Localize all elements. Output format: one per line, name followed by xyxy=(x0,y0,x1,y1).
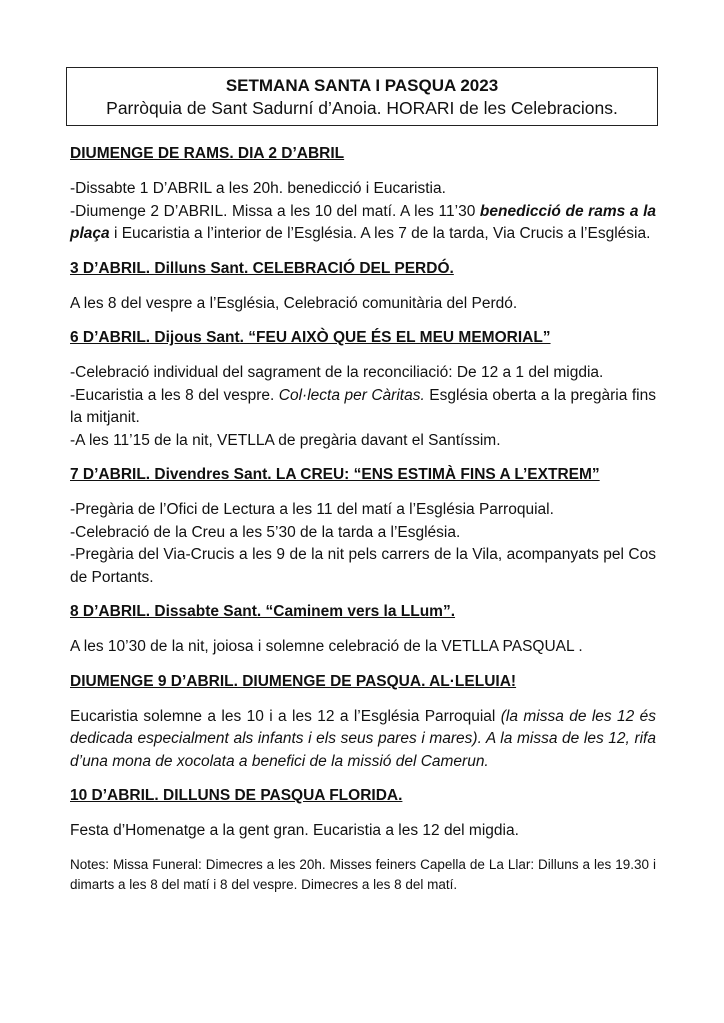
emphasis: benedicció de rams a la plaça xyxy=(70,202,656,242)
section-rams xyxy=(70,143,656,246)
section-heading: DIUMENGE 9 D’ABRIL. DIUMENGE DE PASQUA. AL·LELUIA! xyxy=(70,672,517,690)
page-subtitle: Parròquia de Sant Sadurní d’Anoia. HORARI de les Celebracions. xyxy=(106,98,618,118)
title-box xyxy=(66,67,658,126)
page-title: SETMANA SANTA I PASQUA 2023 xyxy=(225,76,499,95)
paragraph: -A les 11’15 de la nit, VETLLA de pregària davant el Santíssim. xyxy=(70,431,501,449)
paragraph: -Dissabte 1 D’ABRIL a les 20h. benedicció i Eucaristia. xyxy=(70,180,446,197)
paragraph: -Pregària de l’Ofici de Lectura a les 11 del matí a l’Església Parroquial. xyxy=(70,501,554,518)
section-dijous-sant xyxy=(70,327,656,452)
paragraph: A les 10’30 de la nit, joiosa i solemne celebració de la VETLLA PASQUAL . xyxy=(70,638,583,655)
paragraph: A les 8 del vespre a l’Església, Celebració comunitària del Perdó. xyxy=(70,294,518,312)
section-diumenge-pasqua xyxy=(70,671,656,774)
paragraph: -Celebració individual del sagrament de la reconciliació: De 12 a 1 del migdia. xyxy=(70,364,604,381)
paragraph: Festa d’Homenatge a la gent gran. Eucaristia a les 12 del migdia. xyxy=(70,822,519,839)
section-dilluns-sant xyxy=(70,258,656,316)
emphasis: (la missa de les 12 és dedicada especialment als infants i els seus pares i mares). A la missa de les 12, rifa d’una mona de xocolata a benefici de la missió del Camerun. xyxy=(70,707,656,770)
paragraph: -Celebració de la Creu a les 5’30 de la tarda a l’Església. xyxy=(70,523,461,541)
section-divendres-sant xyxy=(70,464,656,589)
section-heading: 10 D’ABRIL. DILLUNS DE PASQUA FLORIDA. xyxy=(70,787,403,804)
section-dissabte-sant xyxy=(70,601,656,659)
section-heading: 8 D’ABRIL. Dissabte Sant. “Caminem vers la LLum”. xyxy=(70,603,456,620)
section-heading: 3 D’ABRIL. Dilluns Sant. CELEBRACIÓ DEL PERDÓ. xyxy=(70,259,454,277)
paragraph: -Pregària del Via-Crucis a les 9 de la nit pels carrers de la Vila, acompanyats pel Cos de Portants. xyxy=(70,546,656,586)
paragraph: -Diumenge 2 D’ABRIL. Missa a les 10 del matí. A les 11’30 benedicció de rams a la plaça i Eucaristia a l’interior de l’Església. A les 7 de la tarda, Via Crucis a l’Església. xyxy=(70,202,656,242)
document-body xyxy=(70,143,656,895)
notes xyxy=(70,855,656,895)
emphasis: Col·lecta per Càritas. xyxy=(278,386,425,404)
section-heading: 6 D’ABRIL. Dijous Sant. “FEU AIXÒ QUE ÉS EL MEU MEMORIAL” xyxy=(70,329,551,346)
section-heading: 7 D’ABRIL. Divendres Sant. LA CREU: “ENS ESTIMÀ FINS A L’EXTREM” xyxy=(70,466,600,483)
paragraph: Eucaristia solemne a les 10 i a les 12 a l’Església Parroquial (la missa de les 12 és dedicada especialment als infants i els seus pares i mares). A la missa de les 12, rifa d’una mona de xocolata a benefici de la missió del Camerun. xyxy=(70,707,656,770)
section-heading: DIUMENGE DE RAMS. DIA 2 D’ABRIL xyxy=(70,145,345,162)
paragraph: -Eucaristia a les 8 del vespre. Col·lecta per Càritas. Església oberta a la pregària fins la mitjanit. xyxy=(70,386,656,426)
notes-text: Notes: Missa Funeral: Dimecres a les 20h. Misses feiners Capella de La Llar: Dilluns a les 19.30 i dimarts a les 8 del matí i 8 del vespre. Dimecres a les 8 del matí. xyxy=(70,856,656,892)
section-dilluns-pasqua xyxy=(70,785,656,843)
